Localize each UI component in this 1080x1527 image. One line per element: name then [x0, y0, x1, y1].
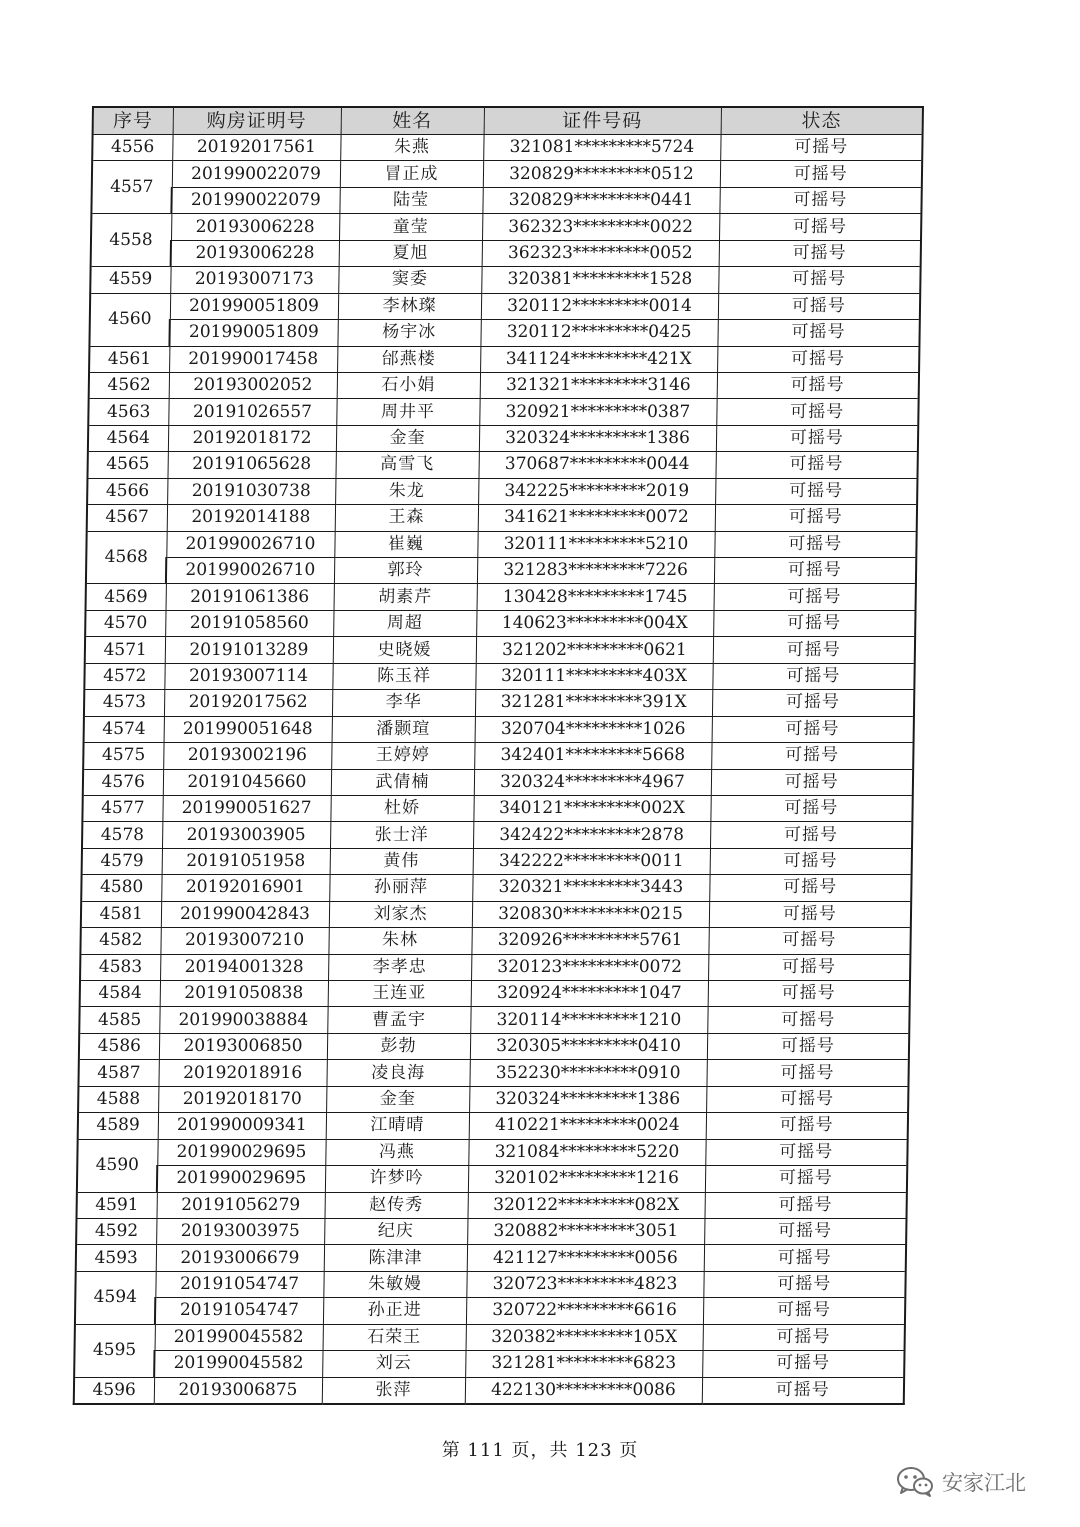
table-row — [92, 161, 922, 187]
id-cell: 320924*********1047 — [471, 981, 708, 1007]
status-cell: 可摇号 — [703, 1324, 905, 1350]
id-cell: 422130*********0086 — [465, 1377, 702, 1404]
name-cell: 江晴晴 — [326, 1113, 469, 1139]
table-row — [88, 399, 918, 425]
id-cell: 320111*********403X — [475, 663, 712, 689]
status-cell: 可摇号 — [716, 425, 918, 451]
name-cell: 窦委 — [338, 267, 481, 293]
seq-cell: 4578 — [82, 822, 162, 848]
name-cell: 夏旭 — [339, 240, 482, 266]
page-number: 第 111 页，共 123 页 — [441, 1440, 639, 1461]
seq-cell: 4563 — [88, 399, 168, 425]
seq-cell: 4584 — [80, 981, 160, 1007]
id-cell: 320321*********3443 — [472, 875, 709, 901]
status-cell: 可摇号 — [719, 240, 921, 266]
name-cell: 张萍 — [322, 1377, 465, 1404]
id-cell: 321281*********391X — [475, 690, 712, 716]
name-cell: 陈津津 — [324, 1245, 467, 1271]
status-cell: 可摇号 — [703, 1298, 905, 1324]
table-row — [84, 663, 914, 689]
cert-cell: 20194001328 — [160, 954, 328, 980]
status-cell: 可摇号 — [703, 1271, 905, 1297]
name-cell: 崔巍 — [334, 531, 477, 557]
seq-cell: 4574 — [84, 716, 164, 742]
cert-cell: 201990051809 — [170, 293, 338, 319]
cert-cell: 20192018916 — [158, 1060, 326, 1086]
table-row — [90, 267, 920, 293]
cert-cell: 201990029695 — [157, 1139, 325, 1165]
seq-cell: 4581 — [81, 901, 161, 927]
id-cell: 320324*********1386 — [479, 425, 716, 451]
cert-cell: 201990026710 — [166, 558, 334, 584]
seq-cell: 4582 — [80, 928, 160, 954]
status-cell: 可摇号 — [712, 663, 914, 689]
table-row — [84, 716, 914, 742]
table-row — [83, 743, 913, 769]
cert-cell: 20193002196 — [163, 743, 331, 769]
seq-cell: 4592 — [76, 1218, 156, 1244]
table-row — [83, 769, 913, 795]
seq-cell: 4573 — [84, 690, 164, 716]
id-cell: 341621*********0072 — [478, 505, 715, 531]
table-row — [84, 690, 914, 716]
name-cell: 纪庆 — [324, 1218, 467, 1244]
status-cell: 可摇号 — [715, 505, 917, 531]
status-cell: 可摇号 — [716, 399, 918, 425]
table-row — [77, 1166, 907, 1192]
cert-cell: 20193007173 — [170, 267, 338, 293]
table-row — [87, 478, 917, 504]
id-cell: 421127*********0056 — [467, 1245, 704, 1271]
status-cell: 可摇号 — [707, 1033, 909, 1059]
name-cell: 杜娇 — [330, 795, 473, 821]
id-cell: 342422*********2878 — [473, 822, 710, 848]
table-row — [80, 954, 910, 980]
cert-cell: 20193006228 — [171, 214, 339, 240]
wechat-icon — [896, 1466, 934, 1498]
seq-cell: 4559 — [90, 267, 170, 293]
status-cell: 可摇号 — [713, 610, 915, 636]
cert-cell: 201990022079 — [172, 161, 340, 187]
name-cell: 李孝忠 — [328, 954, 471, 980]
table-row — [74, 1377, 904, 1404]
name-cell: 朱燕 — [340, 135, 483, 161]
name-cell: 朱林 — [328, 928, 471, 954]
cert-cell: 20192017561 — [172, 135, 340, 161]
status-cell: 可摇号 — [719, 214, 921, 240]
table-row — [77, 1139, 907, 1165]
table-row — [80, 981, 910, 1007]
cert-cell: 201990038884 — [159, 1007, 327, 1033]
name-cell: 王森 — [335, 505, 478, 531]
id-cell: 320112*********0425 — [480, 320, 717, 346]
status-cell: 可摇号 — [710, 848, 912, 874]
table-row — [79, 1007, 909, 1033]
header-name: 姓名 — [341, 107, 484, 135]
cert-cell: 20193002052 — [169, 372, 337, 398]
name-cell: 赵传秀 — [324, 1192, 467, 1218]
table-row — [89, 320, 919, 346]
status-cell: 可摇号 — [708, 954, 910, 980]
watermark-text: 安家江北 — [942, 1471, 1026, 1495]
table-row — [74, 1351, 904, 1377]
status-cell: 可摇号 — [720, 161, 922, 187]
id-cell: 320114*********1210 — [470, 1007, 707, 1033]
id-cell: 370687*********0044 — [478, 452, 715, 478]
status-cell: 可摇号 — [718, 267, 920, 293]
table-row — [87, 452, 917, 478]
id-cell: 320112*********0014 — [481, 293, 718, 319]
id-cell: 362323*********0022 — [482, 214, 719, 240]
name-cell: 金奎 — [326, 1086, 469, 1112]
status-cell: 可摇号 — [714, 558, 916, 584]
seq-cell: 4586 — [79, 1033, 159, 1059]
table-row — [86, 584, 916, 610]
status-cell: 可摇号 — [720, 135, 922, 161]
cert-cell: 20191061386 — [166, 584, 334, 610]
cert-cell: 20191054747 — [155, 1271, 323, 1297]
id-cell: 342225*********2019 — [478, 478, 715, 504]
id-cell: 320111*********5210 — [477, 531, 714, 557]
seq-cell: 4590 — [77, 1139, 158, 1192]
id-cell: 320722*********6616 — [466, 1298, 703, 1324]
table-row — [85, 610, 915, 636]
table-row — [78, 1113, 908, 1139]
id-cell: 320324*********4967 — [474, 769, 711, 795]
cert-cell: 20192018172 — [168, 425, 336, 451]
name-cell: 高雪飞 — [335, 452, 478, 478]
name-cell: 金奎 — [336, 425, 479, 451]
id-cell: 320926*********5761 — [471, 928, 708, 954]
status-cell: 可摇号 — [709, 875, 911, 901]
status-cell: 可摇号 — [705, 1166, 907, 1192]
id-cell: 321084*********5220 — [468, 1139, 705, 1165]
name-cell: 许梦吟 — [325, 1166, 468, 1192]
table-row — [75, 1271, 905, 1297]
name-cell: 李华 — [332, 690, 475, 716]
name-cell: 凌良海 — [326, 1060, 469, 1086]
table-row — [88, 425, 918, 451]
table-row — [79, 1033, 909, 1059]
cert-cell: 20191013289 — [165, 637, 333, 663]
header-seq: 序号 — [93, 107, 173, 135]
table-header-row — [93, 107, 923, 135]
name-cell: 冒正成 — [340, 161, 483, 187]
name-cell: 黄伟 — [330, 848, 473, 874]
seq-cell: 4562 — [89, 372, 169, 398]
seq-cell: 4565 — [87, 452, 167, 478]
name-cell: 胡素芹 — [334, 584, 477, 610]
table-row — [90, 293, 920, 319]
cert-cell: 20191058560 — [165, 610, 333, 636]
seq-cell: 4580 — [81, 875, 161, 901]
seq-cell: 4588 — [78, 1086, 158, 1112]
table-row — [87, 505, 917, 531]
table-body — [74, 135, 923, 1405]
id-cell: 320324*********1386 — [469, 1086, 706, 1112]
status-cell: 可摇号 — [704, 1245, 906, 1271]
id-cell: 340121*********002X — [473, 795, 710, 821]
id-cell: 320723*********4823 — [466, 1271, 703, 1297]
name-cell: 史晓媛 — [333, 637, 476, 663]
id-cell: 140623*********004X — [476, 610, 713, 636]
seq-cell: 4594 — [75, 1271, 156, 1324]
status-cell: 可摇号 — [718, 293, 920, 319]
cert-cell: 201990051809 — [169, 320, 337, 346]
seq-cell: 4587 — [78, 1060, 158, 1086]
status-cell: 可摇号 — [711, 769, 913, 795]
id-cell: 320921*********0387 — [479, 399, 716, 425]
cert-cell: 20191065628 — [167, 452, 335, 478]
cert-cell: 20191056279 — [156, 1192, 324, 1218]
seq-cell: 4557 — [91, 161, 172, 214]
status-cell: 可摇号 — [708, 928, 910, 954]
status-cell: 可摇号 — [714, 584, 916, 610]
seq-cell: 4595 — [74, 1324, 155, 1377]
cert-cell: 201990029695 — [157, 1166, 325, 1192]
name-cell: 刘云 — [322, 1351, 465, 1377]
cert-cell: 20193003975 — [156, 1218, 324, 1244]
seq-cell: 4560 — [89, 293, 170, 346]
seq-cell: 4579 — [82, 848, 162, 874]
name-cell: 孙正进 — [323, 1298, 466, 1324]
seq-cell: 4596 — [74, 1377, 154, 1404]
name-cell: 童莹 — [339, 214, 482, 240]
seq-cell: 4572 — [84, 663, 164, 689]
status-cell: 可摇号 — [710, 795, 912, 821]
cert-cell: 20193003905 — [162, 822, 330, 848]
cert-cell: 20191054747 — [155, 1298, 323, 1324]
id-cell: 320102*********1216 — [468, 1166, 705, 1192]
table-row — [80, 928, 910, 954]
seq-cell: 4593 — [76, 1245, 156, 1271]
status-cell: 可摇号 — [702, 1377, 904, 1404]
status-cell: 可摇号 — [706, 1060, 908, 1086]
name-cell: 潘颢瑄 — [332, 716, 475, 742]
seq-cell: 4564 — [88, 425, 168, 451]
name-cell: 石小娟 — [337, 372, 480, 398]
cert-cell: 20191030738 — [167, 478, 335, 504]
status-cell: 可摇号 — [706, 1086, 908, 1112]
table-row — [91, 240, 921, 266]
name-cell: 王连亚 — [328, 981, 471, 1007]
id-cell: 320704*********1026 — [475, 716, 712, 742]
cert-cell: 201990045582 — [155, 1324, 323, 1350]
table-row — [76, 1245, 906, 1271]
table-row — [89, 346, 919, 372]
seq-cell: 4569 — [86, 584, 166, 610]
name-cell: 陈玉祥 — [332, 663, 475, 689]
status-cell: 可摇号 — [704, 1192, 906, 1218]
name-cell: 王婷婷 — [331, 743, 474, 769]
seq-cell: 4568 — [86, 531, 167, 584]
name-cell: 冯燕 — [325, 1139, 468, 1165]
id-cell: 320122*********082X — [467, 1192, 704, 1218]
cert-cell: 20193006875 — [154, 1377, 322, 1404]
cert-cell: 201990009341 — [158, 1113, 326, 1139]
seq-cell: 4576 — [83, 769, 163, 795]
seq-cell: 4567 — [87, 505, 167, 531]
table-row — [91, 187, 921, 213]
id-cell: 321283*********7226 — [477, 558, 714, 584]
cert-cell: 20193006228 — [171, 240, 339, 266]
status-cell: 可摇号 — [715, 452, 917, 478]
table-row — [82, 822, 912, 848]
seq-cell: 4556 — [92, 135, 172, 161]
cert-cell: 20193007210 — [160, 928, 328, 954]
id-cell: 320882*********3051 — [467, 1218, 704, 1244]
cert-cell: 201990017458 — [169, 346, 337, 372]
name-cell: 张士洋 — [330, 822, 473, 848]
seq-cell: 4561 — [89, 346, 169, 372]
status-cell: 可摇号 — [715, 478, 917, 504]
status-cell: 可摇号 — [712, 716, 914, 742]
name-cell: 李林璨 — [338, 293, 481, 319]
table-row — [81, 875, 911, 901]
seq-cell: 4571 — [85, 637, 165, 663]
cert-cell: 20192017562 — [164, 690, 332, 716]
table-row — [76, 1218, 906, 1244]
table-row — [89, 372, 919, 398]
id-cell: 321202*********0621 — [476, 637, 713, 663]
status-cell: 可摇号 — [712, 690, 914, 716]
id-cell: 320829*********0512 — [483, 161, 720, 187]
id-cell: 321081*********5724 — [483, 135, 720, 161]
header-cert: 购房证明号 — [173, 107, 341, 135]
table-row — [85, 637, 915, 663]
cert-cell: 201990026710 — [166, 531, 334, 557]
status-cell: 可摇号 — [717, 372, 919, 398]
status-cell: 可摇号 — [710, 822, 912, 848]
seq-cell: 4585 — [79, 1007, 159, 1033]
status-cell: 可摇号 — [708, 981, 910, 1007]
seq-cell: 4583 — [80, 954, 160, 980]
status-cell: 可摇号 — [706, 1113, 908, 1139]
cert-cell: 20191045660 — [163, 769, 331, 795]
status-cell: 可摇号 — [714, 531, 916, 557]
table-row — [78, 1060, 908, 1086]
seq-cell: 4558 — [91, 214, 172, 267]
status-cell: 可摇号 — [717, 320, 919, 346]
table-row — [92, 135, 922, 161]
cert-cell: 20193007114 — [164, 663, 332, 689]
id-cell: 320123*********0072 — [471, 954, 708, 980]
status-cell: 可摇号 — [719, 187, 921, 213]
name-cell: 朱敏嫚 — [323, 1271, 466, 1297]
id-cell: 320829*********0441 — [482, 187, 719, 213]
id-cell: 321321*********3146 — [480, 372, 717, 398]
table-row — [82, 848, 912, 874]
seq-cell: 4591 — [76, 1192, 156, 1218]
table-row — [81, 901, 911, 927]
id-cell: 342401*********5668 — [474, 743, 711, 769]
table-row — [76, 1192, 906, 1218]
cert-cell: 201990045582 — [154, 1351, 322, 1377]
id-cell: 321281*********6823 — [465, 1351, 702, 1377]
status-cell: 可摇号 — [717, 346, 919, 372]
status-cell: 可摇号 — [707, 1007, 909, 1033]
id-cell: 320830*********0215 — [472, 901, 709, 927]
watermark — [896, 1466, 1026, 1498]
table-row — [75, 1298, 905, 1324]
table-row — [86, 558, 916, 584]
id-cell: 342222*********0011 — [473, 848, 710, 874]
table-row — [82, 795, 912, 821]
table-row — [91, 214, 921, 240]
seq-cell: 4570 — [85, 610, 165, 636]
name-cell: 郭玲 — [334, 558, 477, 584]
seq-cell: 4566 — [87, 478, 167, 504]
table-row — [78, 1086, 908, 1112]
name-cell: 刘家杰 — [329, 901, 472, 927]
cert-cell: 20192018170 — [158, 1086, 326, 1112]
cert-cell: 20191026557 — [168, 399, 336, 425]
id-cell: 410221*********0024 — [469, 1113, 706, 1139]
cert-cell: 20192014188 — [167, 505, 335, 531]
status-cell: 可摇号 — [704, 1218, 906, 1244]
status-cell: 可摇号 — [711, 743, 913, 769]
name-cell: 杨宇冰 — [337, 320, 480, 346]
status-cell: 可摇号 — [702, 1351, 904, 1377]
status-cell: 可摇号 — [705, 1139, 907, 1165]
cert-cell: 201990051648 — [164, 716, 332, 742]
name-cell: 孙丽萍 — [329, 875, 472, 901]
cert-cell: 20193006850 — [159, 1033, 327, 1059]
name-cell: 石荣王 — [323, 1324, 466, 1350]
name-cell: 陆莹 — [339, 187, 482, 213]
name-cell: 曹孟宇 — [327, 1007, 470, 1033]
name-cell: 武倩楠 — [331, 769, 474, 795]
name-cell: 邰燕楼 — [337, 346, 480, 372]
status-cell: 可摇号 — [713, 637, 915, 663]
name-cell: 彭勃 — [327, 1033, 470, 1059]
cert-cell: 201990051627 — [162, 795, 330, 821]
header-status: 状态 — [721, 107, 923, 135]
cert-cell: 20191051958 — [162, 848, 330, 874]
status-cell: 可摇号 — [709, 901, 911, 927]
seq-cell: 4589 — [78, 1113, 158, 1139]
id-cell: 362323*********0052 — [482, 240, 719, 266]
table-row — [86, 531, 916, 557]
seq-cell: 4575 — [83, 743, 163, 769]
cert-cell: 201990022079 — [171, 187, 339, 213]
name-cell: 周井平 — [336, 399, 479, 425]
cert-cell: 20193006679 — [156, 1245, 324, 1271]
name-cell: 周超 — [333, 610, 476, 636]
seq-cell: 4577 — [82, 795, 162, 821]
lottery-list-table — [73, 106, 924, 1405]
name-cell: 朱龙 — [335, 478, 478, 504]
id-cell: 320382*********105X — [466, 1324, 703, 1350]
id-cell: 352230*********0910 — [469, 1060, 706, 1086]
id-cell: 320305*********0410 — [470, 1033, 707, 1059]
table-row — [75, 1324, 905, 1350]
id-cell: 341124*********421X — [480, 346, 717, 372]
id-cell: 130428*********1745 — [477, 584, 714, 610]
cert-cell: 201990042843 — [161, 901, 329, 927]
cert-cell: 20191050838 — [160, 981, 328, 1007]
header-id: 证件号码 — [484, 107, 721, 135]
id-cell: 320381*********1528 — [481, 267, 718, 293]
cert-cell: 20192016901 — [161, 875, 329, 901]
